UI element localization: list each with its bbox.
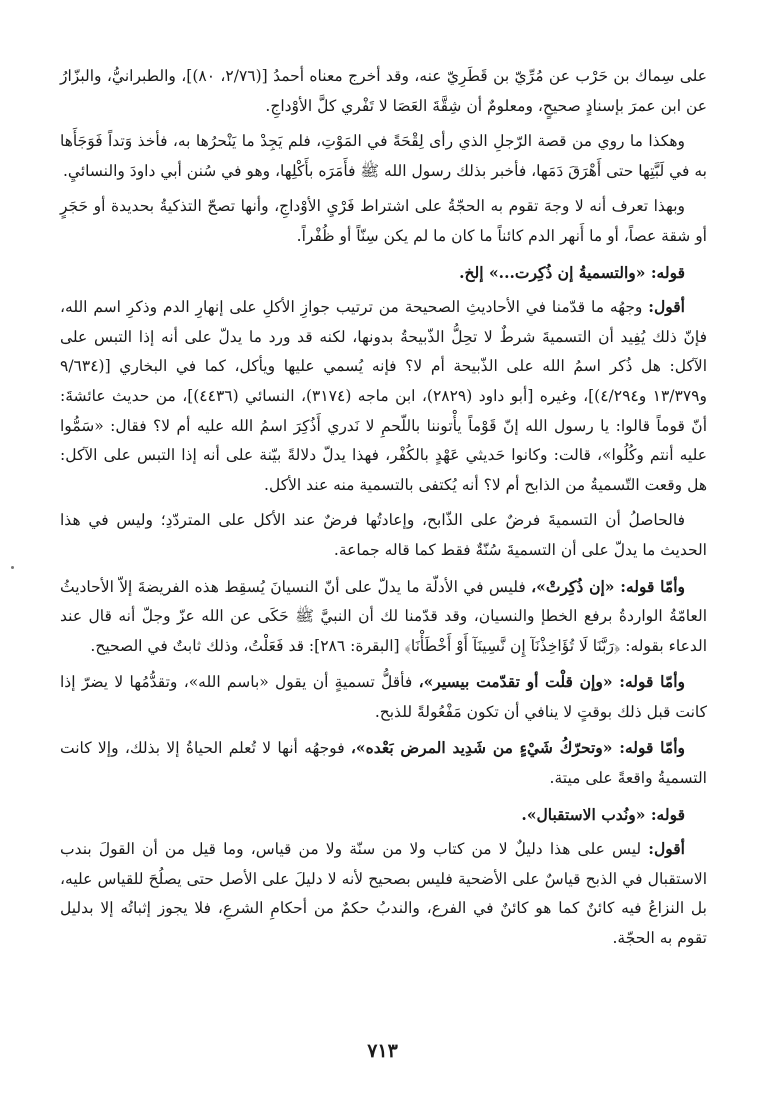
quote-heading-tasmiya (60, 258, 707, 289)
margin-mark (11, 566, 14, 569)
quote-heading-istiqbal-label: قوله: «ونُدب الاستقبال». (521, 804, 685, 824)
paragraph-1 (60, 62, 707, 121)
paragraph-2-text: وهكذا ما روي من قصة الرّجلِ الذي رأى لِقْحَةً في المَوْتِ، فلم يَجِدْ ما يَنْحرُها به، فأخذ وَتداً فَوَجَأَها به في لَبَّتِها حتى أَهْرَقَ دَمَها، فأخبر بذلك رسول الله ﷺ فأَمَرَه بأَكْلِها، وهو في سُنن أبي داودَ والنسائيِ. (60, 132, 707, 180)
paragraph-9 (60, 733, 707, 793)
paragraph-7-label: وأمّا قوله: «إن ذُكِرتْ»، (531, 576, 686, 596)
quote-heading-istiqbal (60, 800, 707, 831)
aqul-label-2: أقول: (648, 839, 685, 859)
quote-heading-tasmiya-label: قوله: «والتسميةُ إن ذُكِرت...» إلخ. (459, 262, 685, 282)
paragraph-5-text: وجهُه ما قدّمنا في الأحاديثِ الصحيحة من ترتيب جوازِ الأكلِ على إنهارِ الدم وذكرِ اسم الله، فإنّ ذلك يُفِيد أن التسميةَ شرطٌ لا تحِلُّ الذّبيحةُ بدونها، لكنه قد ورد ما يدلّ على أنه إذا التبس على الآكل: هل ذُكر اسمُ الله على الذّبيحة أم لا؟ فإنه يُسمي عليها ويأكل، كما في البخاري [(٩/٦٣٤ و١٣/٣٧٩ و٤/٢٩٤)]، وغيره [أبو داود (٢٨٢٩)، ابن ماجه (٣١٧٤)، النسائي (٤٤٣٦)]، من حديث عائشةَ: أنّ قوماً قالوا: يا رسول الله إنّ قَوْماً يأْتوننا باللّحمِ لا نَدري أَذُكِرَ اسمُ الله عليه أم لا؟ فقال: «سَمُّوا عليه أنتم وكُلُوا»، قالت: وكانوا حَديثي عَهْدٍ بالكُفْر، فهذا يدلّ دلالةً بيّنة على أنه إذا التبس على الآكل: هل وقعت التّسميةُ من الذابح أم لا؟ أنه يُكتفى بالتسمية منه عند الأكل. (60, 298, 707, 494)
page-body (60, 62, 707, 954)
paragraph-1-text: على سِماك بن حَرْب عن مُرِّيّ بن قَطَرِيّ عنه، وقد أخرج معناه أحمدُ [(٢/٧٦، ٨٠)]، والطبرانيُّ، والبزّارُ عن ابن عمرَ بإسنادٍ صحيحٍ، ومعلومٌ أن شِقَّةَ العَصَا لا تَفْري كلَّ الأوْداجِ. (60, 67, 707, 115)
paragraph-8-label: وأمّا قوله: «وإن قلْت أو تقدّمت بيسير»، (418, 672, 685, 692)
paragraph-11-text: ليس على هذا دليلٌ لا من كتاب ولا من سنّة ولا من قياس، وما قيل من أن القولَ بندب الاستقبال في الذبح قياسٌ على الأضحية فليس بصحيح لأنه لا دليلَ على الأصل حتى يصلُحَ للقياس عليه، بل النزاعُ فيه كائنٌ كما هو كائنٌ في الفرع، والندبُ حكمٌ من أحكامِ الشرعِ، فلا يجوز إثباتُه إلا بدليل تقوم به الحجّة. (60, 840, 707, 948)
paragraph-5 (60, 292, 707, 500)
paragraph-8-text: فأقلُّ تسميةٍ أن يقول «باسم الله»، وتقدُّمُها لا يضرّ إذا كانت قبل ذلك بوقتٍ لا ينافي أن تكون مَفْعُولةً للذبح. (60, 673, 707, 721)
paragraph-7-text: فليس في الأدلّة ما يدلّ على أنّ النسيانَ يُسقِط هذه الفريضةَ إلاّ الأحاديثُ العامّةُ الواردةُ برفع الخطإ والنسيان، وقد قدّمنا لك أن النبيَّ ﷺ حَكَى عن الله عزّ وجلّ أنه قال عند الدعاء بقوله: ﴿رَبَّنَا لَا تُؤَاخِذْنَآ إِن نَّسِينَآ أَوْ أَخْطَأْنَا﴾ [البقرة: ٢٨٦]: قد فَعَلْتُ، وذلك ثابتٌ في الصحيح. (60, 577, 707, 655)
page-number: ٧١٣ (367, 1040, 398, 1062)
paragraph-3-text: وبهذا تعرف أنه لا وجهَ تقوم به الحجّةُ على اشتراط فَرْيِ الأوْداجِ، وأنها تصحّ التذكيةُ بحديدة أو حَجَرٍ أو شقة عصاً، أو ما أَنهر الدم كائناً ما كان ما لم يكن سِنّاً أو ظُفْراً. (60, 197, 707, 245)
paragraph-3 (60, 192, 707, 251)
paragraph-7 (60, 572, 707, 662)
paragraph-6-text: فالحاصلُ أن التسميةَ فرضٌ على الذّابح، وإعادتُها فرضٌ عند الأكل على المتردّدِ؛ وليس في هذا الحديث ما يدلّ على أن التسميةَ سُنّةٌ فقط كما قاله جماعة. (60, 511, 707, 559)
aqul-label-1: أقول: (648, 297, 685, 317)
paragraph-2 (60, 127, 707, 186)
paragraph-9-label: وأمّا قوله: «وتحرّكُ شَيْءٍ من شَدِيد المرض بَعْده»، (350, 738, 685, 758)
paragraph-11 (60, 834, 707, 953)
paragraph-9-text: فوجهُه أنها لا تُعلم الحياةُ إلا بذلك، وإلا كانت التسميةُ واقعةً على ميتة. (60, 739, 707, 788)
paragraph-8 (60, 667, 707, 727)
paragraph-6 (60, 506, 707, 565)
